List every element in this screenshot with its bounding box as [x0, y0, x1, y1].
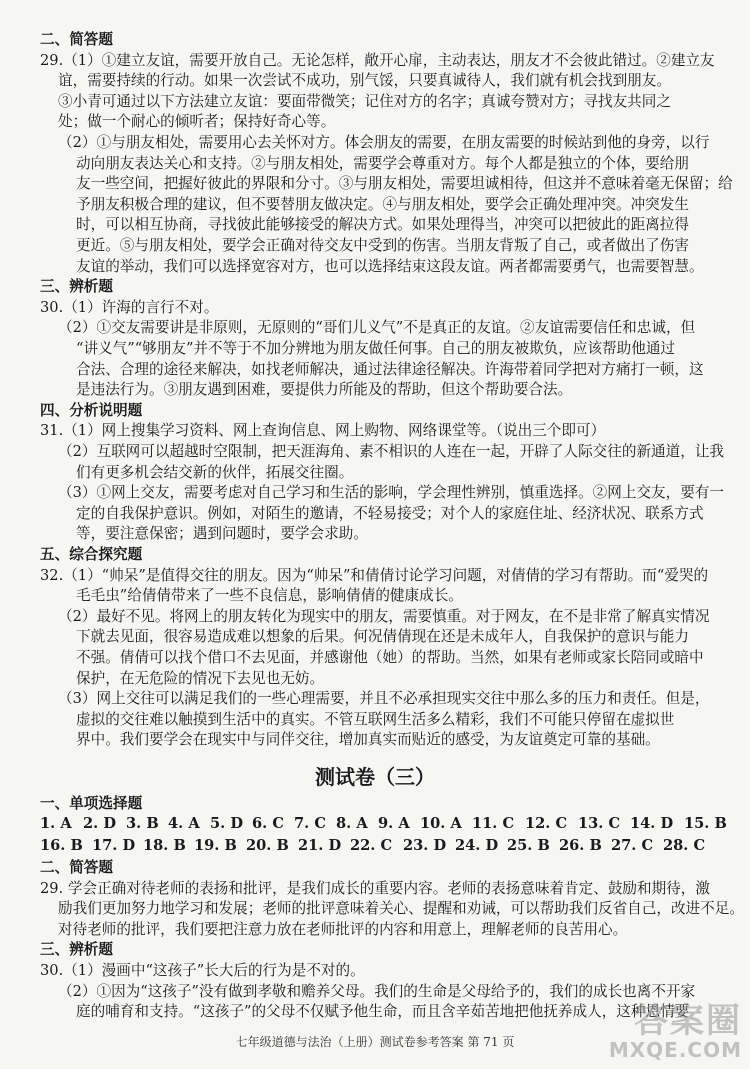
answer-item: 17. D [92, 837, 136, 854]
answer-line: 下就去见面，很容易造成难以想象的后果。何况倩倩现在还是未成年人，自我保护的意识与能力 [76, 628, 689, 646]
answer-line: 虚拟的交往难以触摸到生活中的真实。不管互联网生活多么精彩，我们不可能只停留在虚拟世 [76, 710, 675, 728]
answer-line: 等，要注意保密；遇到问题时，要学会求助。 [76, 525, 368, 543]
answer-line: 动向朋友表达关心和支持。②与朋友相处，需要学会尊重对方。每个人都是独立的个体，要给朋 [76, 154, 689, 172]
section-heading: 二、简答题 [40, 31, 113, 48]
answer-line: 29. 学会正确对待老师的表扬和批评，是我们成长的重要内容。老师的表扬意味着肯定、鼓励和期待，激 [40, 879, 710, 897]
section-heading: 二、简答题 [40, 859, 113, 876]
answer-line: 励我们更加努力地学习和发展；老师的批评意味着关心、提醒和劝诫，可以帮助我们反省自己，改进不足。 [58, 900, 744, 918]
answer-item: 4. A [168, 815, 200, 832]
answer-line: 定的自我保护意识。例如，对陌生的邀请，不轻易接受；对个人的家庭住址、经济状况、联系方式 [76, 504, 704, 522]
answer-line: 庭的哺育和支持。“这孩子”的父母不仅赋予他生命，而且含辛茹苦地把他抚养成人，这种恩情要 [76, 1003, 690, 1021]
answer-line: 予朋友积极合理的建议，但不要替朋友做决定。④与朋友相处，要学会正确处理冲突。冲突发生 [76, 195, 689, 213]
answer-item: 12. C [525, 815, 568, 832]
section-heading: 三、辨析题 [40, 278, 113, 296]
watermark-url: MXQE.COM [608, 1038, 742, 1062]
answer-item: 23. D [403, 837, 447, 854]
answer-item: 8. A [336, 815, 368, 832]
answer-line: 友一些空间，把握好彼此的界限和分寸。③与朋友相处，需要坦诚相待，但这并不意味着毫无保留；给 [76, 175, 733, 193]
answer-line: 32.（1）“帅呆”是值得交往的朋友。因为“帅呆”和倩倩讨论学习问题，对倩倩的学习有帮助。而“爱哭的 [40, 566, 709, 584]
answer-line: 31.（1）网上搜集学习资料、网上查询信息、网上购物、网络课堂等。（说出三个即可） [40, 422, 606, 440]
answer-item: 28. C [663, 837, 706, 854]
answer-item: 13. C [578, 815, 621, 832]
answer-item: 15. B [684, 815, 727, 832]
answer-line: 29.（1）①建立友谊，需要开放自己。无论怎样，敞开心扉，主动表达，朋友才不会彼此错过。②建立友 [40, 51, 715, 69]
watermark-logo: 答案圈 [634, 1001, 742, 1041]
section-heading: 三、辨析题 [40, 941, 113, 959]
answer-item: 3. B [126, 815, 159, 832]
answer-line: （3）网上交往可以满足我们的一些心理需要，并且不必承担现实交往中那么多的压力和责任。但是， [58, 690, 710, 708]
answer-item: 10. A [420, 815, 462, 832]
answer-item: 2. D [83, 815, 116, 832]
section-heading: 五、综合探究题 [40, 546, 143, 563]
answer-item: 26. B [559, 837, 602, 854]
answer-item: 11. C [472, 815, 515, 832]
answer-line: 谊，需要持续的行动。如果一次尝试不成功，别气馁，只要真诚待人，我们就有机会找到朋友。 [58, 72, 671, 90]
answer-line: 时，可以相互协商，寻找彼此能够接受的解决方式。如果处理得当，冲突可以把彼此的距离拉得 [76, 216, 689, 234]
answer-line: （3）①网上交友，需要考虑对自己学习和生活的影响，学会理性辨别，慎重选择。②网上交友，要有一 [58, 484, 725, 502]
answer-item: 9. A [378, 815, 410, 832]
answer-item: 18. B [143, 837, 186, 854]
answer-item: 16. B [40, 837, 83, 854]
answer-line: （2）最好不见。将网上的朋友转化为现实中的朋友，需要慎重。对于网友，在不是非常了解真实情况 [58, 607, 710, 625]
answer-item: 14. D [630, 815, 674, 832]
answer-item: 24. D [455, 837, 499, 854]
answer-item: 19. B [194, 837, 237, 854]
page-footer: 七年级道德与法治（上册）测试卷参考答案 第 71 页 [235, 1035, 515, 1049]
answer-line: 30.（1）漫画中“这孩子”长大后的行为是不对的。 [40, 962, 365, 979]
answer-item: 25. B [507, 837, 550, 854]
answer-line: 保护，在无危险的情况下去见也无妨。 [76, 669, 325, 687]
test-title: 测试卷（三） [315, 765, 435, 789]
answer-line: 更近。⑤与朋友相处，要学会正确对待交友中受到的伤害。当朋友背叛了自己，或者做出了伤害 [76, 237, 689, 254]
answer-item: 7. C [294, 815, 326, 832]
answer-item: 5. D [210, 815, 243, 832]
answer-line: “讲义气”“够朋友”并不等于不加分辨地为朋友做任何事。自己的朋友被欺负，应该帮助他通过 [76, 340, 676, 357]
answer-line: 们有更多机会结交新的伙伴，拓展交往圈。 [76, 463, 354, 481]
answer-line: 不强。倩倩可以找个借口不去见面，并感谢他（她）的帮助。当然，如果有老师或家长陪同或暗中 [76, 649, 704, 666]
answer-item: 20. B [246, 837, 289, 854]
answer-line: 友谊的举动，我们可以选择宽容对方，也可以选择结束这段友谊。两者都需要勇气，也需要智慧。 [76, 257, 704, 275]
section-heading: 四、分析说明题 [40, 401, 143, 419]
answer-line: 30.（1）许海的言行不对。 [40, 298, 219, 316]
answer-line: 处；做一个耐心的倾听者；保持好奇心等。 [58, 113, 336, 131]
answer-item: 21. D [298, 837, 342, 854]
answer-line: （2）①与朋友相处，需要用心去关怀对方。体会朋友的需要，在朋友需要的时候站到他的身旁，以行 [58, 134, 710, 151]
answer-line: ③小青可通过以下方法建立友谊：要面带微笑；记住对方的名字；真诚夸赞对方；寻找友共同之 [58, 92, 671, 110]
answer-item: 27. C [611, 837, 654, 854]
answer-item: 22. C [350, 837, 393, 854]
answer-line: 界中。我们要学会在现实中与同伴交往，增加真实而贴近的感受，为友谊奠定可靠的基础。 [76, 731, 660, 749]
watermark [609, 1003, 742, 1061]
answer-line: （2）①交友需要讲是非原则，无原则的“哥们儿义气”不是真正的友谊。②友谊需要信任和忠诚，但 [58, 319, 696, 337]
answer-line: 对待老师的批评，我们要把注意力放在老师批评的内容和用意上，理解老师的良苦用心。 [58, 920, 628, 938]
answer-item: 6. C [252, 815, 284, 832]
answer-line: 毛毛虫”给倩倩带来了一些不良信息，影响倩倩的健康成长。 [76, 587, 463, 605]
answer-line: （2）互联网可以超越时空限制，把天涯海角、素不相识的人连在一起，开辟了人际交往的新通道，让我 [58, 443, 725, 460]
section-heading: 一、单项选择题 [40, 795, 143, 812]
answer-line: （2）①因为“这孩子”没有做到孝敬和赡养父母。我们的生命是父母给予的，我们的成长也离不开家 [58, 982, 696, 1000]
answer-line: 合法、合理的途径来解决，如找老师解决，通过法律途径解决。许海带着同学把对方痛打一顿，这 [76, 360, 704, 378]
answer-line: 是违法行为。③朋友遇到困难，要提供力所能及的帮助，但这个帮助要合法。 [76, 381, 573, 399]
answer-item: 1. A [40, 815, 72, 832]
